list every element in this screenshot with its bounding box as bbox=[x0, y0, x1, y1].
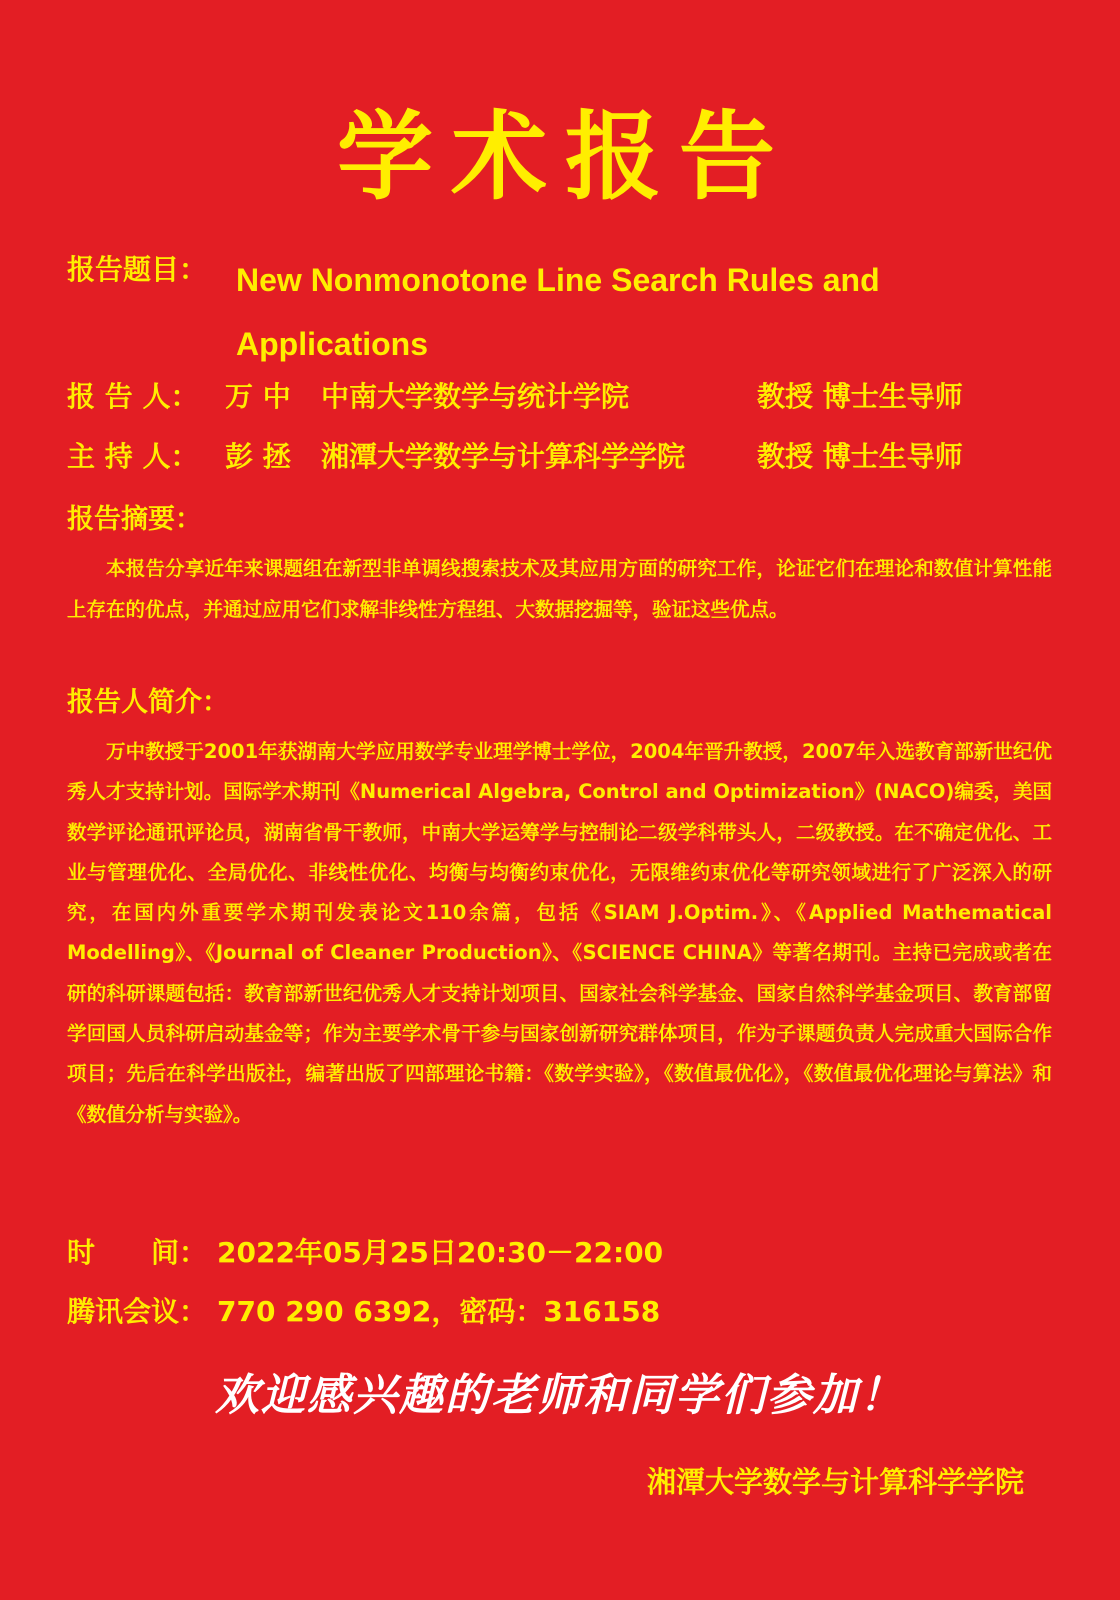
meeting-value: 770 290 6392，密码：316158 bbox=[217, 1295, 661, 1328]
host-name: 彭 拯 bbox=[225, 440, 291, 473]
time-value: 2022年05月25日20:30－22:00 bbox=[217, 1236, 664, 1269]
abstract-text: 本报告分享近年来课题组在新型非单调线搜索技术及其应用方面的研究工作，论证它们在理论和数值计算性能上存在的优点，并通过应用它们求解非线性方程组、大数据挖掘等，验证这些优点。 bbox=[67, 557, 1052, 621]
abstract-heading: 报告摘要： bbox=[67, 504, 202, 535]
speaker-org: 中南大学数学与统计学院 bbox=[321, 380, 630, 413]
host-row bbox=[67, 437, 963, 477]
host-org: 湘潭大学数学与计算科学学院 bbox=[321, 440, 686, 473]
time-label: 时 间： bbox=[67, 1236, 208, 1269]
time-row bbox=[67, 1233, 663, 1273]
welcome-message: 欢迎感兴趣的老师和同学们参加！ bbox=[215, 1370, 905, 1421]
bio-text: 万中教授于2001年获湖南大学应用数学专业理学博士学位，2004年晋升教授，2007年入选教育部新世纪优秀人才支持计划。国际学术期刊《Numerical Algebra, Control and Optimization》(NACO)编委，美国数学评论通讯评论员，湖南省骨干教师，中南大学运筹学与控制论二级学科带头人，二级教授。在不确定优化、工业与管理优化、全局优化、非线性优化、均衡与均衡约束优化，无限维约束优化等研究领域进行了广泛深入的研究，在国内外重要学术期刊发表论文110余篇，包括《SIAM J.Optim.》、《Applied Mathematical Modelling》、《Journal of Cleaner Production》、《SCIENCE CHINA》等著名期刊。主持已完成或者在研的科研课题包括：教育部新世纪优秀人才支持计划项目、国家社会科学基金、国家自然科学基金项目、教育部留学回国人员科研启动基金等；作为主要学术骨干参与国家创新研究群体项目，作为子课题负责人完成重大国际合作项目；先后在科学出版社，编著出版了四部理论书籍：《数学实验》，《数值最优化》，《数值最优化理论与算法》和《数值分析与实验》。 bbox=[67, 740, 1052, 1126]
topic-title: New Nonmonotone Line Search Rules and Applications bbox=[236, 262, 880, 362]
speaker-titles: 教授 博士生导师 bbox=[757, 380, 963, 413]
poster-headline: 学术报告 bbox=[337, 101, 793, 213]
bio-heading: 报告人简介： bbox=[67, 687, 229, 718]
topic-label: 报告题目： bbox=[67, 253, 208, 286]
meeting-label: 腾讯会议： bbox=[67, 1295, 208, 1328]
host-titles: 教授 博士生导师 bbox=[757, 440, 963, 473]
speaker-label: 报 告 人： bbox=[67, 380, 199, 413]
speaker-name: 万 中 bbox=[225, 380, 291, 413]
speaker-row bbox=[67, 377, 963, 417]
host-label: 主 持 人： bbox=[67, 440, 199, 473]
meeting-row bbox=[67, 1292, 660, 1332]
organizer-footer: 湘潭大学数学与计算科学学院 bbox=[646, 1465, 1024, 1499]
